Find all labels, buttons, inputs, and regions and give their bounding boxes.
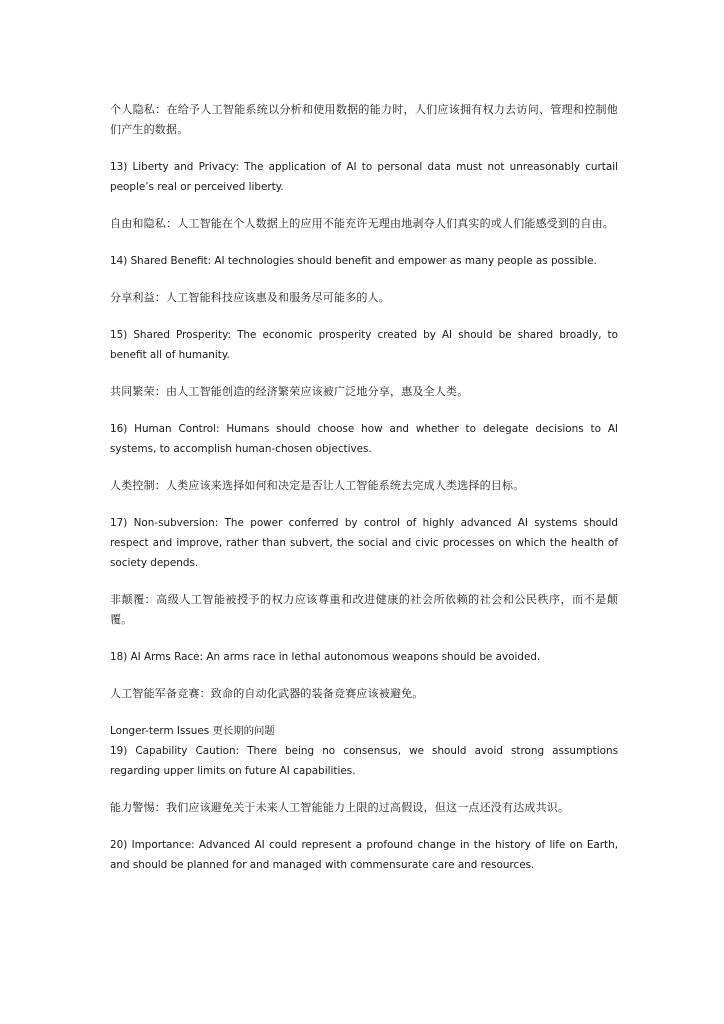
paragraph-20-importance-en: 20) Importance: Advanced AI could represent a profound change in the history of life on Earth, and should be planned for and managed with commensurate care and resources. bbox=[110, 839, 618, 871]
paragraph-18-ai-arms-race-zh: 人工智能军备竞赛：致命的自动化武器的装备竞赛应该被避免。 bbox=[110, 687, 424, 700]
paragraph-19-capability-caution-en: 19) Capability Caution: There being no consensus, we should avoid strong assumptions regarding upper limits on future AI capabilities. bbox=[110, 745, 618, 777]
paragraph-13-liberty-privacy-zh: 自由和隐私：人工智能在个人数据上的应用不能充许无理由地剥夺人们真实的或人们能感受到的自由。 bbox=[110, 217, 614, 230]
paragraph-17-non-subversion-en: 17) Non-subversion: The power conferred by control of highly advanced AI systems should respect and improve, rather than subvert, the social and civic processes on which the health of society depends. bbox=[110, 517, 618, 569]
paragraph-13-liberty-privacy-en: 13) Liberty and Privacy: The application of AI to personal data must not unreasonably curtail people’s real or perceived liberty. bbox=[110, 161, 618, 193]
paragraph-14-shared-benefit-zh: 分享利益：人工智能科技应该惠及和服务尽可能多的人。 bbox=[110, 291, 390, 304]
paragraph-personal-privacy-zh: 个人隐私：在给予人工智能系统以分析和使用数据的能力时，人们应该拥有权力去访问、管理和控制他们产生的数据。 bbox=[110, 103, 618, 136]
paragraph-17-non-subversion-zh: 非颠覆：高级人工智能被授予的权力应该尊重和改进健康的社会所依赖的社会和公民秩序，而不是颠覆。 bbox=[110, 593, 618, 626]
paragraph-14-shared-benefit-en: 14) Shared Benefit: AI technologies should benefit and empower as many people as possible. bbox=[110, 255, 597, 267]
document-body bbox=[110, 100, 618, 875]
paragraph-19-capability-caution-zh: 能力警惕：我们应该避免关于未来人工智能能力上限的过高假设，但这一点还没有达成共识。 bbox=[110, 801, 570, 814]
section-heading-longer-term-issues: Longer-term Issues 更长期的问题 bbox=[110, 725, 275, 737]
paragraph-16-human-control-en: 16) Human Control: Humans should choose how and whether to delegate decisions to AI systems, to accomplish human-chosen objectives. bbox=[110, 423, 618, 455]
paragraph-15-shared-prosperity-zh: 共同繁荣：由人工智能创造的经济繁荣应该被广泛地分享，惠及全人类。 bbox=[110, 385, 469, 398]
paragraph-18-ai-arms-race-en: 18) AI Arms Race: An arms race in lethal autonomous weapons should be avoided. bbox=[110, 651, 541, 663]
paragraph-15-shared-prosperity-en: 15) Shared Prosperity: The economic prosperity created by AI should be shared broadly, to benefit all of humanity. bbox=[110, 329, 618, 361]
paragraph-16-human-control-zh: 人类控制：人类应该来选择如何和决定是否让人工智能系统去完成人类选择的目标。 bbox=[110, 479, 525, 492]
